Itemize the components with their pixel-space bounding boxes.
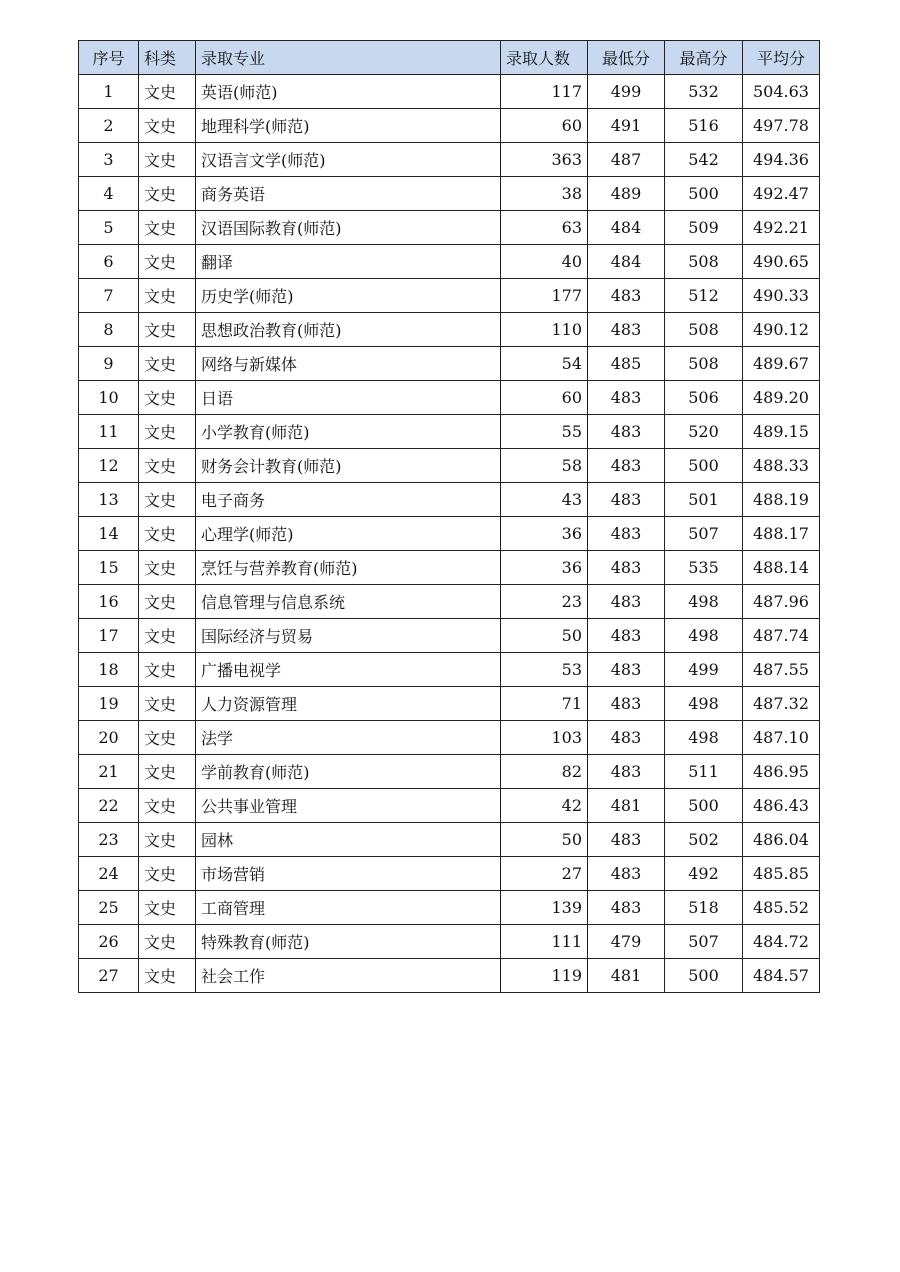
header-avg-score: 平均分 xyxy=(743,41,820,75)
cell-avg-score: 492.21 xyxy=(743,211,820,245)
cell-max-score: 500 xyxy=(665,177,743,211)
cell-category: 文史 xyxy=(139,585,196,619)
table-row xyxy=(79,619,820,653)
cell-admitted: 36 xyxy=(501,517,588,551)
cell-admitted: 55 xyxy=(501,415,588,449)
cell-max-score: 499 xyxy=(665,653,743,687)
cell-min-score: 491 xyxy=(588,109,665,143)
cell-major: 心理学(师范) xyxy=(196,517,501,551)
cell-no: 5 xyxy=(79,211,139,245)
cell-major: 小学教育(师范) xyxy=(196,415,501,449)
cell-major: 特殊教育(师范) xyxy=(196,925,501,959)
cell-category: 文史 xyxy=(139,959,196,993)
cell-admitted: 63 xyxy=(501,211,588,245)
cell-max-score: 506 xyxy=(665,381,743,415)
cell-min-score: 483 xyxy=(588,313,665,347)
table-row xyxy=(79,483,820,517)
cell-admitted: 53 xyxy=(501,653,588,687)
cell-admitted: 177 xyxy=(501,279,588,313)
cell-admitted: 36 xyxy=(501,551,588,585)
cell-admitted: 27 xyxy=(501,857,588,891)
cell-max-score: 498 xyxy=(665,721,743,755)
cell-min-score: 484 xyxy=(588,211,665,245)
cell-major: 汉语国际教育(师范) xyxy=(196,211,501,245)
cell-category: 文史 xyxy=(139,245,196,279)
cell-no: 3 xyxy=(79,143,139,177)
cell-category: 文史 xyxy=(139,823,196,857)
header-category: 科类 xyxy=(139,41,196,75)
cell-admitted: 40 xyxy=(501,245,588,279)
cell-max-score: 498 xyxy=(665,687,743,721)
table-row xyxy=(79,891,820,925)
cell-category: 文史 xyxy=(139,211,196,245)
header-max-score: 最高分 xyxy=(665,41,743,75)
cell-major: 历史学(师范) xyxy=(196,279,501,313)
cell-no: 13 xyxy=(79,483,139,517)
cell-admitted: 82 xyxy=(501,755,588,789)
table-row xyxy=(79,313,820,347)
cell-avg-score: 487.96 xyxy=(743,585,820,619)
cell-no: 21 xyxy=(79,755,139,789)
cell-max-score: 501 xyxy=(665,483,743,517)
admission-table xyxy=(78,40,820,993)
cell-major: 商务英语 xyxy=(196,177,501,211)
cell-max-score: 508 xyxy=(665,313,743,347)
cell-major: 翻译 xyxy=(196,245,501,279)
cell-no: 26 xyxy=(79,925,139,959)
cell-min-score: 483 xyxy=(588,517,665,551)
cell-avg-score: 484.57 xyxy=(743,959,820,993)
cell-admitted: 50 xyxy=(501,619,588,653)
cell-min-score: 479 xyxy=(588,925,665,959)
cell-min-score: 483 xyxy=(588,551,665,585)
cell-avg-score: 486.04 xyxy=(743,823,820,857)
cell-category: 文史 xyxy=(139,449,196,483)
cell-no: 11 xyxy=(79,415,139,449)
cell-max-score: 512 xyxy=(665,279,743,313)
cell-min-score: 483 xyxy=(588,449,665,483)
cell-category: 文史 xyxy=(139,687,196,721)
table-row xyxy=(79,245,820,279)
cell-min-score: 483 xyxy=(588,483,665,517)
cell-max-score: 508 xyxy=(665,245,743,279)
cell-admitted: 117 xyxy=(501,75,588,109)
cell-min-score: 483 xyxy=(588,823,665,857)
cell-major: 社会工作 xyxy=(196,959,501,993)
cell-category: 文史 xyxy=(139,109,196,143)
cell-max-score: 500 xyxy=(665,449,743,483)
table-row xyxy=(79,177,820,211)
cell-max-score: 498 xyxy=(665,585,743,619)
cell-major: 汉语言文学(师范) xyxy=(196,143,501,177)
cell-admitted: 54 xyxy=(501,347,588,381)
cell-category: 文史 xyxy=(139,551,196,585)
cell-avg-score: 484.72 xyxy=(743,925,820,959)
cell-major: 工商管理 xyxy=(196,891,501,925)
cell-major: 园林 xyxy=(196,823,501,857)
cell-avg-score: 486.43 xyxy=(743,789,820,823)
cell-avg-score: 497.78 xyxy=(743,109,820,143)
cell-avg-score: 490.65 xyxy=(743,245,820,279)
table-row xyxy=(79,279,820,313)
cell-major: 日语 xyxy=(196,381,501,415)
cell-no: 27 xyxy=(79,959,139,993)
table-row xyxy=(79,585,820,619)
cell-min-score: 483 xyxy=(588,279,665,313)
cell-min-score: 483 xyxy=(588,381,665,415)
cell-avg-score: 504.63 xyxy=(743,75,820,109)
cell-min-score: 483 xyxy=(588,891,665,925)
table-row xyxy=(79,415,820,449)
table-header xyxy=(79,41,820,75)
cell-category: 文史 xyxy=(139,177,196,211)
cell-no: 23 xyxy=(79,823,139,857)
table-row xyxy=(79,517,820,551)
cell-avg-score: 487.10 xyxy=(743,721,820,755)
cell-category: 文史 xyxy=(139,891,196,925)
cell-avg-score: 489.20 xyxy=(743,381,820,415)
table-row xyxy=(79,925,820,959)
cell-avg-score: 488.17 xyxy=(743,517,820,551)
cell-avg-score: 488.19 xyxy=(743,483,820,517)
cell-max-score: 509 xyxy=(665,211,743,245)
table-row xyxy=(79,823,820,857)
cell-no: 15 xyxy=(79,551,139,585)
cell-category: 文史 xyxy=(139,279,196,313)
cell-major: 人力资源管理 xyxy=(196,687,501,721)
cell-no: 16 xyxy=(79,585,139,619)
cell-no: 6 xyxy=(79,245,139,279)
cell-max-score: 518 xyxy=(665,891,743,925)
cell-min-score: 487 xyxy=(588,143,665,177)
cell-major: 思想政治教育(师范) xyxy=(196,313,501,347)
cell-admitted: 38 xyxy=(501,177,588,211)
cell-category: 文史 xyxy=(139,143,196,177)
table-row xyxy=(79,857,820,891)
cell-category: 文史 xyxy=(139,857,196,891)
cell-no: 1 xyxy=(79,75,139,109)
cell-no: 20 xyxy=(79,721,139,755)
cell-admitted: 58 xyxy=(501,449,588,483)
cell-avg-score: 489.15 xyxy=(743,415,820,449)
cell-category: 文史 xyxy=(139,925,196,959)
header-min-score: 最低分 xyxy=(588,41,665,75)
cell-avg-score: 487.32 xyxy=(743,687,820,721)
table-row xyxy=(79,959,820,993)
cell-major: 网络与新媒体 xyxy=(196,347,501,381)
cell-category: 文史 xyxy=(139,517,196,551)
cell-admitted: 50 xyxy=(501,823,588,857)
cell-no: 9 xyxy=(79,347,139,381)
table-row xyxy=(79,721,820,755)
cell-avg-score: 490.12 xyxy=(743,313,820,347)
cell-major: 烹饪与营养教育(师范) xyxy=(196,551,501,585)
cell-min-score: 484 xyxy=(588,245,665,279)
cell-category: 文史 xyxy=(139,75,196,109)
cell-avg-score: 488.14 xyxy=(743,551,820,585)
cell-no: 4 xyxy=(79,177,139,211)
header-row xyxy=(79,41,820,75)
cell-min-score: 483 xyxy=(588,755,665,789)
cell-avg-score: 487.74 xyxy=(743,619,820,653)
header-major: 录取专业 xyxy=(196,41,501,75)
cell-no: 19 xyxy=(79,687,139,721)
cell-category: 文史 xyxy=(139,347,196,381)
cell-min-score: 483 xyxy=(588,585,665,619)
cell-avg-score: 487.55 xyxy=(743,653,820,687)
cell-admitted: 110 xyxy=(501,313,588,347)
cell-avg-score: 486.95 xyxy=(743,755,820,789)
cell-max-score: 498 xyxy=(665,619,743,653)
cell-avg-score: 485.85 xyxy=(743,857,820,891)
cell-min-score: 483 xyxy=(588,857,665,891)
cell-no: 17 xyxy=(79,619,139,653)
cell-major: 国际经济与贸易 xyxy=(196,619,501,653)
cell-max-score: 507 xyxy=(665,925,743,959)
cell-admitted: 23 xyxy=(501,585,588,619)
cell-category: 文史 xyxy=(139,415,196,449)
table-row xyxy=(79,789,820,823)
cell-category: 文史 xyxy=(139,721,196,755)
cell-max-score: 516 xyxy=(665,109,743,143)
cell-category: 文史 xyxy=(139,381,196,415)
cell-admitted: 43 xyxy=(501,483,588,517)
cell-min-score: 483 xyxy=(588,415,665,449)
cell-no: 10 xyxy=(79,381,139,415)
cell-major: 法学 xyxy=(196,721,501,755)
cell-major: 学前教育(师范) xyxy=(196,755,501,789)
cell-admitted: 60 xyxy=(501,109,588,143)
cell-admitted: 119 xyxy=(501,959,588,993)
cell-no: 22 xyxy=(79,789,139,823)
table-body xyxy=(79,75,820,993)
table-row xyxy=(79,551,820,585)
cell-max-score: 520 xyxy=(665,415,743,449)
cell-max-score: 492 xyxy=(665,857,743,891)
cell-no: 25 xyxy=(79,891,139,925)
cell-category: 文史 xyxy=(139,789,196,823)
cell-major: 信息管理与信息系统 xyxy=(196,585,501,619)
cell-max-score: 532 xyxy=(665,75,743,109)
table-row xyxy=(79,381,820,415)
cell-max-score: 508 xyxy=(665,347,743,381)
cell-major: 公共事业管理 xyxy=(196,789,501,823)
table-row xyxy=(79,653,820,687)
header-no: 序号 xyxy=(79,41,139,75)
cell-admitted: 42 xyxy=(501,789,588,823)
cell-avg-score: 489.67 xyxy=(743,347,820,381)
cell-max-score: 500 xyxy=(665,959,743,993)
cell-major: 英语(师范) xyxy=(196,75,501,109)
cell-major: 广播电视学 xyxy=(196,653,501,687)
cell-no: 14 xyxy=(79,517,139,551)
cell-avg-score: 494.36 xyxy=(743,143,820,177)
table-row xyxy=(79,755,820,789)
cell-min-score: 483 xyxy=(588,721,665,755)
cell-category: 文史 xyxy=(139,313,196,347)
cell-no: 7 xyxy=(79,279,139,313)
cell-category: 文史 xyxy=(139,619,196,653)
cell-category: 文史 xyxy=(139,755,196,789)
cell-no: 18 xyxy=(79,653,139,687)
table-row xyxy=(79,143,820,177)
cell-admitted: 111 xyxy=(501,925,588,959)
cell-major: 市场营销 xyxy=(196,857,501,891)
cell-no: 12 xyxy=(79,449,139,483)
cell-admitted: 103 xyxy=(501,721,588,755)
cell-major: 电子商务 xyxy=(196,483,501,517)
table-row xyxy=(79,75,820,109)
table-row xyxy=(79,347,820,381)
cell-category: 文史 xyxy=(139,653,196,687)
cell-no: 8 xyxy=(79,313,139,347)
cell-category: 文史 xyxy=(139,483,196,517)
cell-avg-score: 490.33 xyxy=(743,279,820,313)
cell-min-score: 499 xyxy=(588,75,665,109)
cell-major: 地理科学(师范) xyxy=(196,109,501,143)
cell-min-score: 481 xyxy=(588,959,665,993)
cell-max-score: 502 xyxy=(665,823,743,857)
table-row xyxy=(79,211,820,245)
cell-max-score: 507 xyxy=(665,517,743,551)
cell-min-score: 483 xyxy=(588,687,665,721)
table-row xyxy=(79,449,820,483)
cell-min-score: 483 xyxy=(588,653,665,687)
header-admitted: 录取人数 xyxy=(501,41,588,75)
table-row xyxy=(79,687,820,721)
cell-max-score: 535 xyxy=(665,551,743,585)
cell-max-score: 542 xyxy=(665,143,743,177)
cell-avg-score: 485.52 xyxy=(743,891,820,925)
cell-max-score: 500 xyxy=(665,789,743,823)
cell-admitted: 60 xyxy=(501,381,588,415)
cell-min-score: 485 xyxy=(588,347,665,381)
cell-avg-score: 492.47 xyxy=(743,177,820,211)
cell-avg-score: 488.33 xyxy=(743,449,820,483)
cell-no: 24 xyxy=(79,857,139,891)
cell-admitted: 71 xyxy=(501,687,588,721)
cell-max-score: 511 xyxy=(665,755,743,789)
cell-major: 财务会计教育(师范) xyxy=(196,449,501,483)
cell-admitted: 139 xyxy=(501,891,588,925)
cell-min-score: 481 xyxy=(588,789,665,823)
cell-min-score: 483 xyxy=(588,619,665,653)
cell-min-score: 489 xyxy=(588,177,665,211)
cell-no: 2 xyxy=(79,109,139,143)
cell-admitted: 363 xyxy=(501,143,588,177)
table-row xyxy=(79,109,820,143)
